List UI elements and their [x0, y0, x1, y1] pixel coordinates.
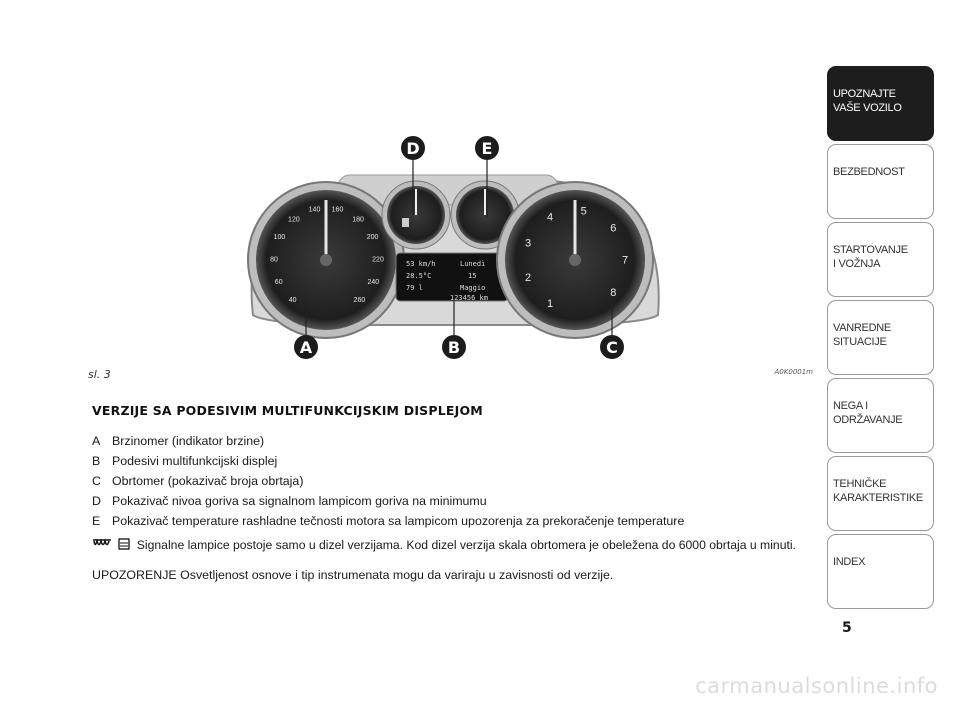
- tab-label: KARAKTERISTIKE: [833, 492, 923, 504]
- callout-label: E: [481, 139, 493, 158]
- legend-text: Brzinomer (indikator brzine): [112, 434, 265, 448]
- legend-item: [92, 431, 812, 451]
- warning-text: UPOZORENJE Osvetljenost osnove i tip instrumenata mogu da variraju u zavisnosti od verzije.: [92, 568, 614, 582]
- tachometer: [497, 182, 653, 338]
- figure-legend: [92, 431, 812, 531]
- display-text-line: 53 km/h: [406, 260, 436, 268]
- tab-label: NEGA I: [833, 400, 868, 412]
- tab-index[interactable]: [827, 534, 934, 609]
- display-text-line: Lunedì: [460, 260, 486, 268]
- legend-item: [92, 471, 812, 491]
- tachometer-tick-label: 2: [524, 271, 532, 284]
- tab-bezbednost[interactable]: [827, 144, 934, 219]
- legend-item: [92, 451, 812, 471]
- tab-label: ODRŽAVANJE: [833, 414, 903, 426]
- page-number: 5: [842, 620, 852, 636]
- legend-text: Podesivi multifunkcijski displej: [112, 454, 278, 468]
- speedometer-tick-label: 60: [274, 278, 283, 286]
- tab-label: TEHNIČKE: [833, 478, 887, 490]
- watermark: carmanualsonline.info: [695, 674, 938, 698]
- legend-key: A: [92, 434, 101, 448]
- speedometer: [248, 182, 404, 338]
- diesel-note: [92, 538, 796, 553]
- legend-text: Pokazivač nivoa goriva sa signalnom lampicom goriva na minimumu: [112, 494, 487, 508]
- speedometer-tick-label: 220: [372, 256, 384, 264]
- tachometer-tick-label: 6: [610, 222, 617, 235]
- fuel-gauge: [382, 181, 450, 249]
- speedometer-tick-label: 260: [353, 297, 366, 305]
- legend-key: E: [92, 514, 101, 528]
- tab-tehnicke[interactable]: [827, 456, 934, 531]
- speedometer-tick-label: 120: [288, 216, 300, 224]
- display-text-line: 15: [468, 272, 477, 280]
- display-text-line: 123456 km: [450, 294, 488, 302]
- multifunction-display: [396, 253, 508, 302]
- legend-text: Pokazivač temperature rashladne tečnosti motora sa lampicom upozorenja za prekoračenje temperature: [112, 514, 685, 528]
- tab-startovanje[interactable]: [827, 222, 934, 297]
- tab-label: STARTOVANJE: [833, 244, 908, 256]
- tab-upoznajte[interactable]: [827, 66, 934, 141]
- speedometer-tick-label: 80: [270, 256, 278, 264]
- legend-text: Obrtomer (pokazivač broja obrtaja): [112, 474, 304, 488]
- tab-nega[interactable]: [827, 378, 934, 453]
- display-text-line: Maggio: [460, 284, 486, 292]
- tachometer-tick-label: 1: [546, 298, 554, 310]
- tachometer-tick-label: 8: [610, 286, 617, 299]
- callout-label: B: [447, 338, 461, 357]
- tab-label: VAŠE VOZILO: [833, 102, 902, 114]
- tachometer-tick-label: 3: [524, 237, 532, 250]
- callout-label: C: [606, 338, 618, 357]
- tab-label: VANREDNE: [833, 322, 891, 334]
- tab-label: I VOŽNJA: [833, 258, 881, 270]
- legend-key: D: [92, 494, 101, 508]
- tab-label: UPOZNAJTE: [833, 88, 896, 100]
- tab-label: BEZBEDNOST: [833, 166, 905, 178]
- speedometer-tick-label: 200: [366, 234, 379, 242]
- legend-item: [92, 491, 812, 511]
- legend-item: [92, 511, 812, 531]
- speedometer-tick-label: 180: [352, 216, 364, 224]
- tachometer-tick-label: 7: [621, 254, 629, 267]
- instrument-cluster-figure: [88, 125, 813, 380]
- speedometer-tick-label: 100: [273, 234, 286, 242]
- speedometer-tick-label: 240: [367, 278, 380, 286]
- instrument-cluster-illustration: [88, 125, 813, 380]
- tab-label: INDEX: [833, 556, 866, 568]
- callout-label: A: [299, 338, 313, 357]
- tachometer-tick-label: 4: [546, 211, 554, 224]
- speedometer-tick-label: 160: [331, 206, 344, 214]
- glow-plug-icon: [92, 538, 112, 553]
- diesel-filter-icon: [118, 538, 130, 553]
- display-text-line: 79 l: [406, 284, 423, 292]
- diesel-note-text: Signalne lampice postoje samo u dizel verzijama. Kod dizel verzija skala obrtomera je obeležena do 6000 obrtaja u minuti.: [136, 538, 796, 552]
- speedometer-tick-label: 140: [308, 206, 321, 214]
- tab-label: SITUACIJE: [833, 336, 887, 348]
- legend-key: B: [92, 454, 101, 468]
- section-title: VERZIJE SA PODESIVIM MULTIFUNKCIJSKIM DISPLEJOM: [92, 403, 483, 418]
- figure-caption: sl. 3: [88, 368, 111, 381]
- figure-code: A0K0001m: [774, 368, 813, 376]
- tab-vanredne[interactable]: [827, 300, 934, 375]
- speedometer-tick-label: 40: [288, 297, 297, 305]
- tachometer-tick-label: 5: [580, 205, 587, 218]
- callout-label: D: [406, 139, 420, 158]
- legend-key: C: [92, 474, 101, 488]
- display-text-line: 28.5°C: [406, 272, 432, 280]
